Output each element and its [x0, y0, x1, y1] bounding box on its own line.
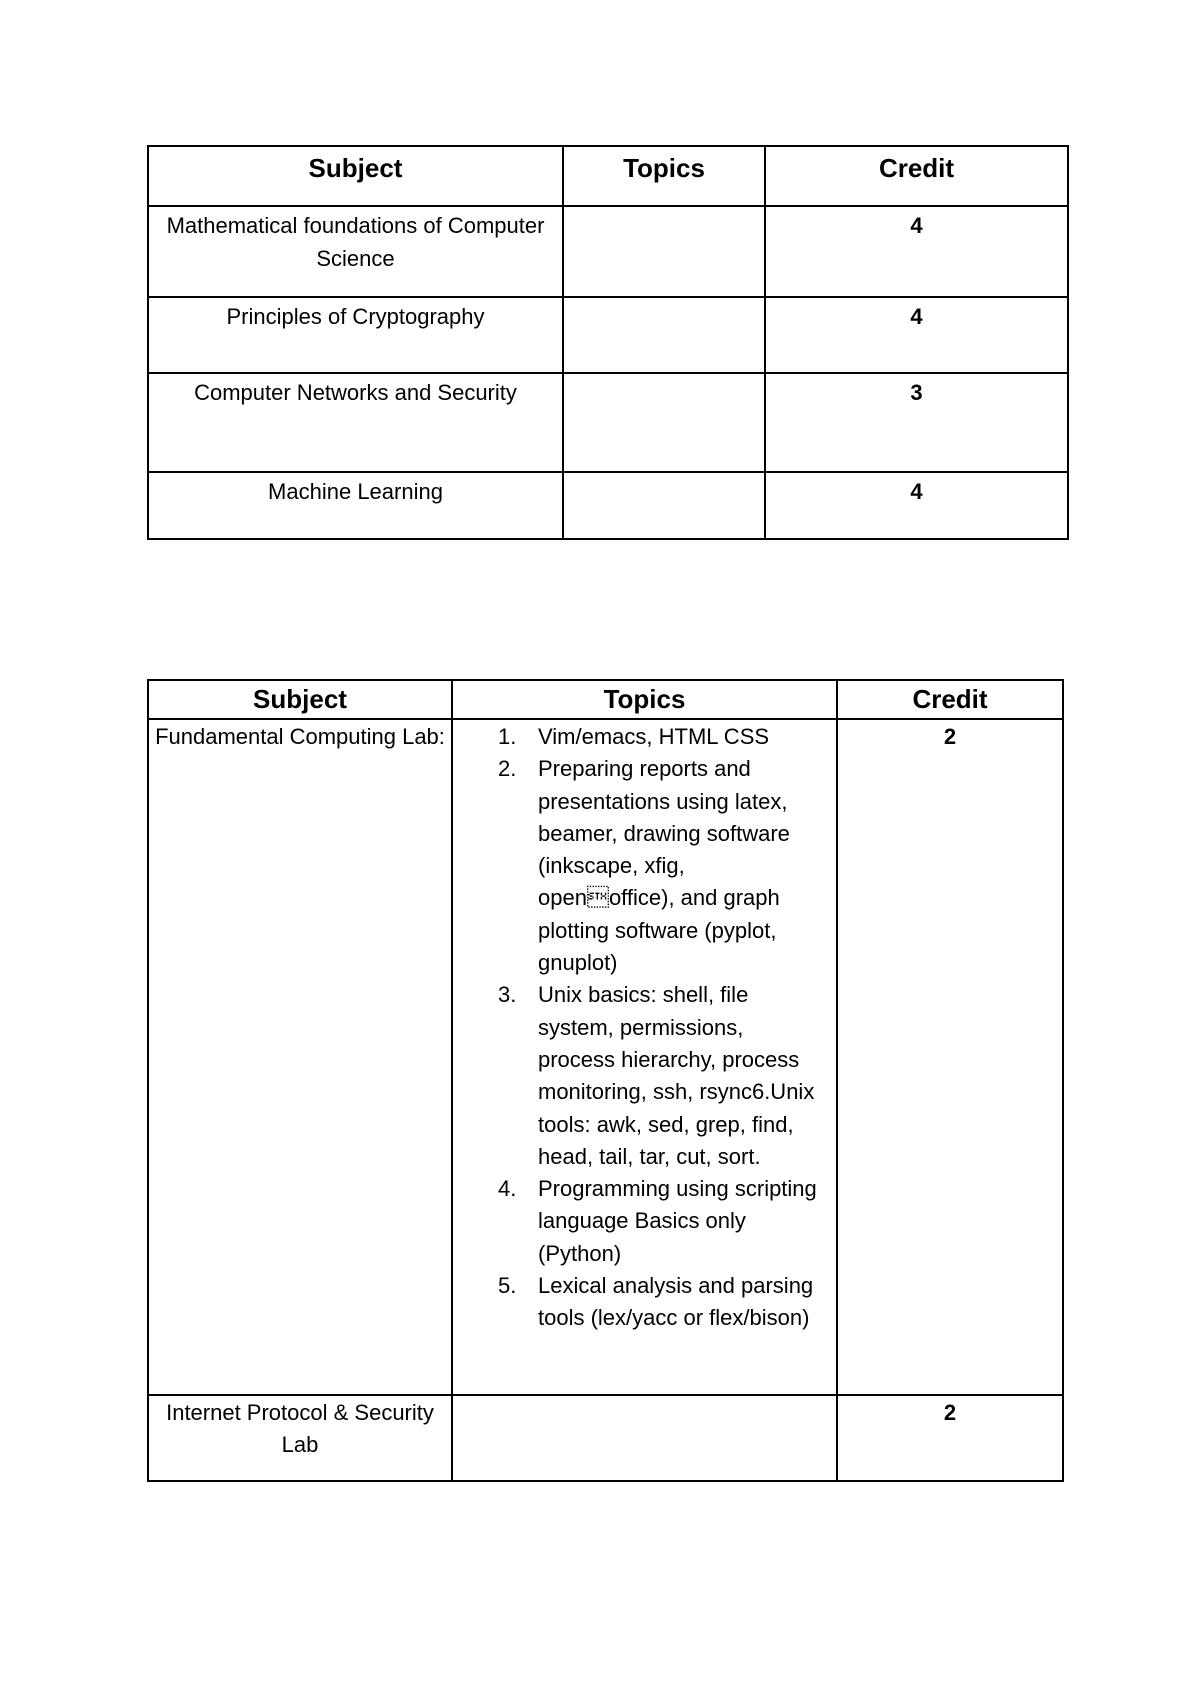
topics-list [453, 721, 836, 1335]
list-number: 2. [498, 756, 517, 782]
header-credit: Credit [765, 146, 1068, 206]
list-item [498, 979, 836, 1173]
list-item-text: Unix basics: shell, file system, permissions, process hierarchy, process monitoring, ssh, rsync6.Unix tools: awk, sed, grep, find, head, tail, tar, cut, sort. [538, 982, 815, 1169]
credit-cell: 2 [837, 719, 1063, 1395]
credit-cell: 4 [765, 472, 1068, 539]
table-row [148, 206, 1068, 297]
list-item [498, 1173, 836, 1270]
table-row [148, 472, 1068, 539]
list-number: 1. [498, 724, 517, 749]
topics-cell [563, 373, 765, 472]
topics-cell [452, 719, 837, 1395]
table-row [148, 297, 1068, 373]
list-item [498, 753, 836, 979]
subject-cell: Machine Learning [148, 472, 563, 539]
header-subject: Subject [148, 146, 563, 206]
list-item-text: Vim/emacs, HTML CSS [538, 724, 770, 749]
topics-cell [452, 1395, 837, 1481]
table-row [148, 719, 1063, 1395]
topics-cell [563, 472, 765, 539]
list-number: 5. [498, 1273, 517, 1299]
header-topics: Topics [563, 146, 765, 206]
credit-cell: 3 [765, 373, 1068, 472]
subject-cell: Internet Protocol & Security Lab [148, 1395, 452, 1481]
list-number: 4. [498, 1176, 517, 1202]
table-row [148, 1395, 1063, 1481]
header-subject: Subject [148, 680, 452, 719]
topics-cell [563, 206, 765, 297]
subject-cell: Principles of Cryptography [148, 297, 563, 373]
subject-cell: Computer Networks and Security [148, 373, 563, 472]
list-item [498, 1270, 836, 1335]
table-row [148, 373, 1068, 472]
credit-cell: 2 [837, 1395, 1063, 1481]
list-item-text: Lexical analysis and parsing tools (lex/yacc or flex/bison) [538, 1273, 814, 1331]
courses-table-2 [147, 679, 1064, 1482]
list-item-text: Programming using scripting language Basics only (Python) [538, 1176, 817, 1266]
list-number: 3. [498, 982, 517, 1008]
table-header-row [148, 680, 1063, 719]
credit-cell: 4 [765, 206, 1068, 297]
list-item-text: Preparing reports and presentations using latex, beamer, drawing software (inkscape, xfig, openoffice), and graph plotting software (pyplot, gnuplot) [538, 756, 790, 976]
list-item [498, 721, 836, 753]
table-header-row [148, 146, 1068, 206]
subject-cell: Mathematical foundations of Computer Science [148, 206, 563, 297]
header-credit: Credit [837, 680, 1063, 719]
credit-cell: 4 [765, 297, 1068, 373]
header-topics: Topics [452, 680, 837, 719]
topics-cell [563, 297, 765, 373]
subject-cell: Fundamental Computing Lab: [148, 719, 452, 1395]
courses-table-1 [147, 145, 1069, 540]
